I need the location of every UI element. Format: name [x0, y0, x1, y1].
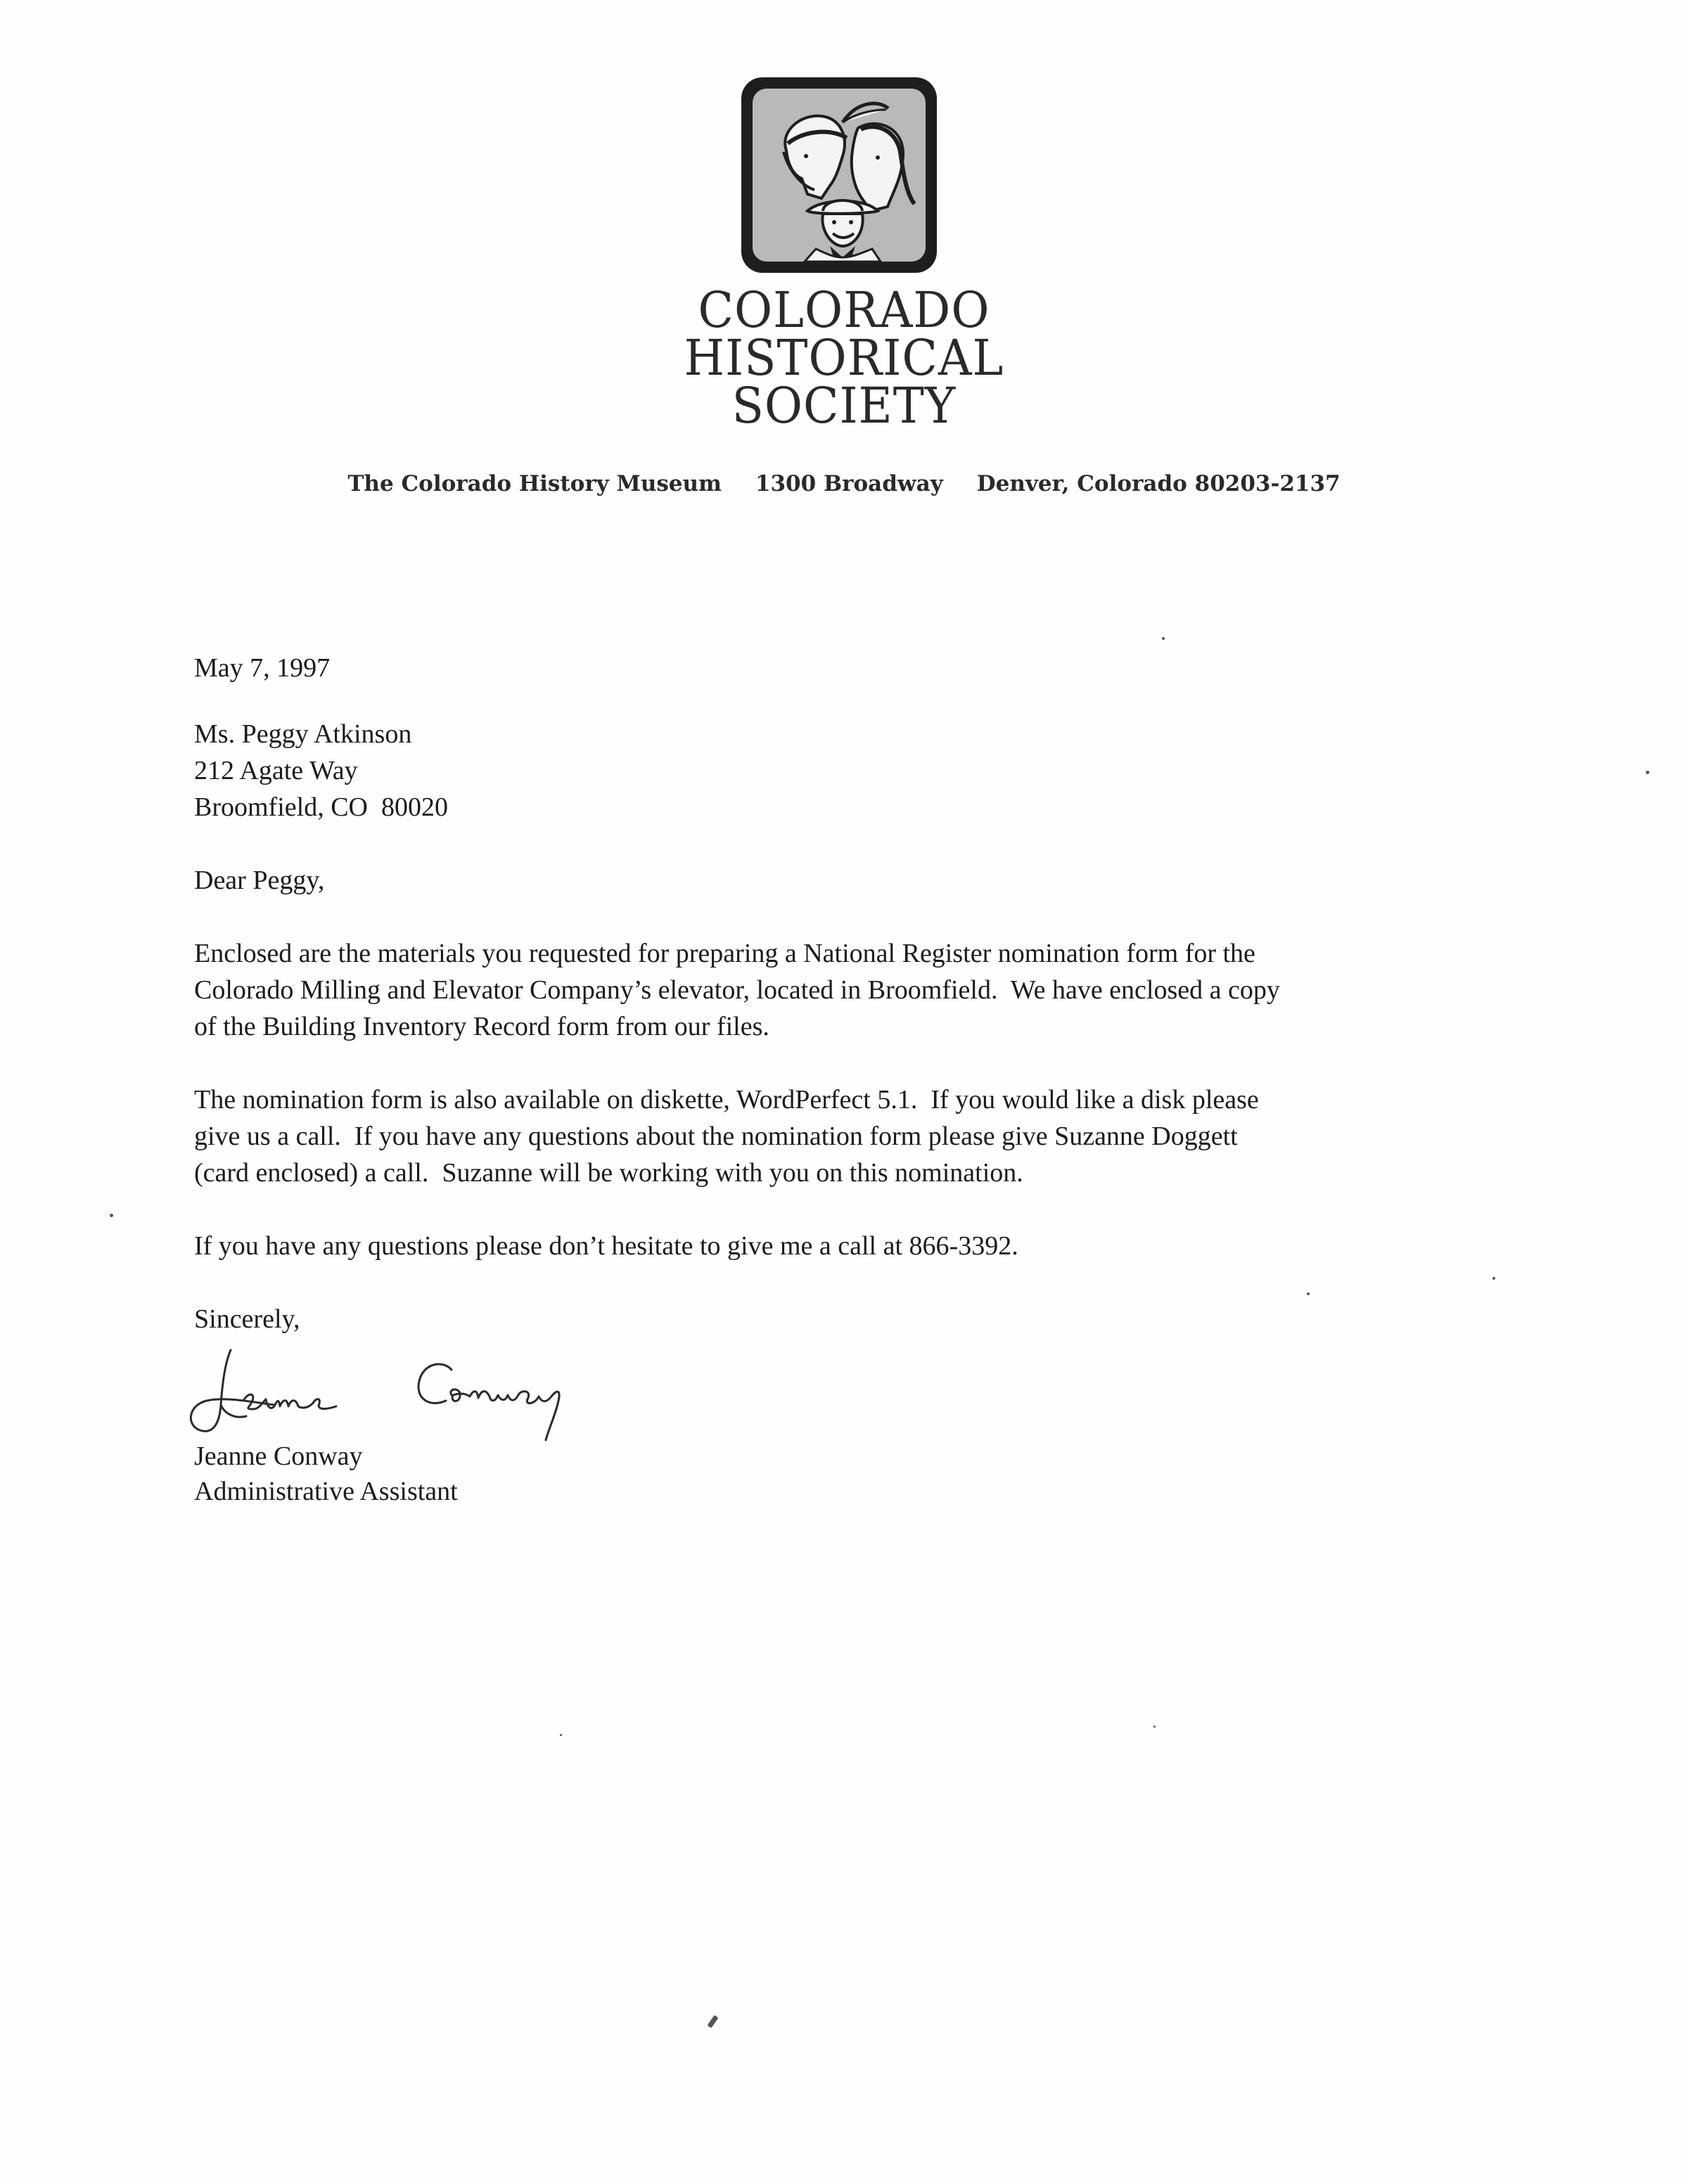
scan-speck [560, 1734, 562, 1736]
scan-speck [1153, 1726, 1156, 1728]
paragraph-1 [194, 935, 1509, 1045]
city-state-zip: Denver, Colorado 80203-2137 [976, 471, 1341, 496]
paragraph-line: give us a call. If you have any questions about the nomination form please give Suzanne Doggett [194, 1122, 1238, 1151]
letterhead-address [0, 471, 1688, 496]
paragraph-2 [194, 1081, 1509, 1191]
paragraph-line: If you have any questions please don’t hesitate to give me a call at 866-3392. [194, 1231, 1018, 1261]
org-name-line-3: SOCIETY [731, 377, 957, 435]
recipient-name: Ms. Peggy Atkinson [194, 719, 412, 749]
org-name-line-1: COLORADO [698, 281, 990, 340]
street-address: 1300 Broadway [755, 471, 943, 496]
scan-speck [1646, 771, 1649, 774]
organization-name [619, 281, 1069, 435]
paragraph-line: of the Building Inventory Record form from our files. [194, 1012, 769, 1041]
paragraph-line: Enclosed are the materials you requested for preparing a National Register nomination form for the [194, 939, 1255, 968]
scan-speck [707, 2015, 718, 2029]
letter-date: May 7, 1997 [194, 653, 331, 683]
scan-speck [1307, 1292, 1310, 1295]
paragraph-3 [194, 1228, 1509, 1264]
signer-title: Administrative Assistant [194, 1477, 458, 1506]
scan-speck [1162, 637, 1165, 640]
org-name-line-2: HISTORICAL [684, 329, 1004, 387]
letter-body [194, 650, 1509, 1337]
recipient-block [194, 716, 1509, 826]
paragraph-line: The nomination form is also available on diskette, WordPerfect 5.1. If you would like a disk please [194, 1085, 1259, 1115]
closing: Sincerely, [194, 1304, 300, 1334]
paragraph-line: Colorado Milling and Elevator Company’s elevator, located in Broomfield. We have enclosed a copy [194, 975, 1280, 1005]
salutation: Dear Peggy, [194, 866, 325, 895]
signer-block [194, 1439, 458, 1509]
society-logo-icon [737, 73, 941, 277]
recipient-city: Broomfield, CO 80020 [194, 792, 448, 822]
signer-name: Jeanne Conway [194, 1441, 363, 1471]
scan-speck [1492, 1277, 1495, 1280]
recipient-street: 212 Agate Way [194, 756, 358, 785]
scan-speck [110, 1214, 113, 1217]
paragraph-line: (card enclosed) a call. Suzanne will be working with you on this nomination. [194, 1158, 1023, 1188]
museum-name: The Colorado History Museum [347, 471, 722, 496]
